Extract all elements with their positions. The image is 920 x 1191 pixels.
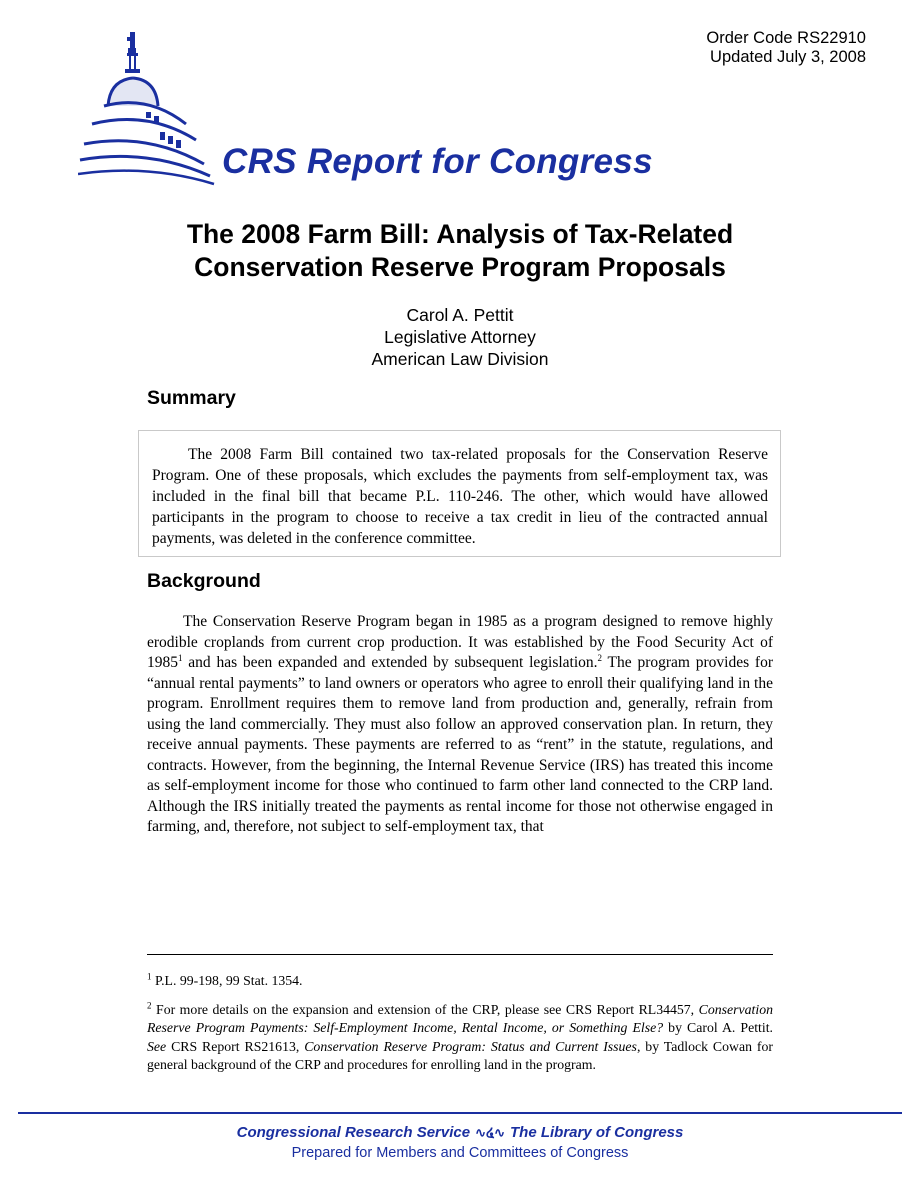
- summary-heading: Summary: [147, 387, 236, 409]
- footnote-2-see: See: [147, 1038, 167, 1054]
- title-line-2: Conservation Reserve Program Proposals: [194, 252, 726, 282]
- author-role: Legislative Attorney: [384, 327, 536, 347]
- background-text-part-3: The program provides for “annual rental payments” to land owners or operators who agree to enroll their qualifying land in the program. Enrollment requires them to remove land from production and, generally, refrain from using the land commercially. They must also follow an approved conservation plan. In return, they receive annual payments. These payments are referred to as “rent” in the statute, regulations, and contracts. However, from the beginning, the Internal Revenue Service (IRS) has treated this income as self-employment income for those who continued to farm other land connected to the CRP land. Although the IRS initially treated the payments as rental income for those not otherwise engaged in farming, and, therefore, not subject to self-employment tax, that: [147, 654, 774, 835]
- author-block: [0, 304, 920, 370]
- background-text-part-2: and has been expanded and extended by subsequent legislation.: [182, 654, 598, 671]
- updated-date: Updated July 3, 2008: [710, 48, 866, 66]
- footnote-2-report-title-1: Conservation Reserve Program Payments: Self-Employment Income, Rental Income, or Something Else?: [147, 1002, 774, 1036]
- footnote-2-report-title-2: Conservation Reserve Program: Status and Current Issues: [304, 1038, 637, 1054]
- footnote-2-text-4: , by Tadlock Cowan for general background of the CRP and procedures for enrolling land in the program.: [147, 1038, 773, 1072]
- footer-divider: [18, 1112, 902, 1114]
- order-info: [706, 29, 866, 67]
- document-title: [0, 218, 920, 284]
- footer-tagline: Prepared for Members and Committees of Congress: [291, 1145, 629, 1161]
- footnote-ref-1[interactable]: 1: [178, 652, 183, 663]
- footnote-1: [147, 972, 773, 990]
- footer-loc-name: The Library of Congress: [510, 1124, 684, 1141]
- footnote-ref-2[interactable]: 2: [597, 652, 603, 663]
- crs-report-logo-text: CRS Report for Congress: [222, 142, 653, 181]
- footer-ornament-icon: ∿໔∿: [475, 1125, 505, 1140]
- footnote-2-mark: 2: [147, 1000, 152, 1011]
- capitol-dome-icon: [78, 28, 218, 188]
- background-paragraph: [147, 612, 773, 838]
- footnote-2-text-3: CRS Report RS21613,: [166, 1038, 305, 1054]
- footnote-2-text-2: by Carol A. Pettit.: [663, 1020, 773, 1036]
- summary-box: [138, 430, 781, 557]
- author-division: American Law Division: [371, 349, 549, 369]
- title-line-1: The 2008 Farm Bill: Analysis of Tax-Related: [186, 219, 734, 249]
- footnote-divider: [147, 954, 773, 955]
- order-code: Order Code RS22910: [706, 29, 866, 47]
- background-text-part-1: The Conservation Reserve Program began in 1985 as a program designed to remove highly erodible croplands from current crop production. It was established by the Food Security Act of 1985: [147, 613, 773, 671]
- footnote-1-mark: 1: [147, 971, 152, 982]
- footnote-2-text-1: For more details on the expansion and extension of the CRP, please see CRS Report RL34457,: [156, 1002, 699, 1017]
- footer-crs-name: Congressional Research Service: [236, 1124, 471, 1141]
- footnote-1-text: P.L. 99-198, 99 Stat. 1354.: [154, 973, 303, 988]
- summary-text: The 2008 Farm Bill contained two tax-related proposals for the Conservation Reserve Program. One of these proposals, which excludes the payments from self-employment tax, was included in the final bill that became P.L. 110-246. The other, which would have allowed participants in the program to choose to receive a tax credit in lieu of the contracted annual payments, was deleted in the conference committee.: [152, 446, 768, 547]
- background-heading: Background: [147, 570, 261, 592]
- footer-organization: [0, 1124, 920, 1141]
- footnote-2: [147, 1001, 773, 1074]
- author-name: Carol A. Pettit: [406, 305, 514, 325]
